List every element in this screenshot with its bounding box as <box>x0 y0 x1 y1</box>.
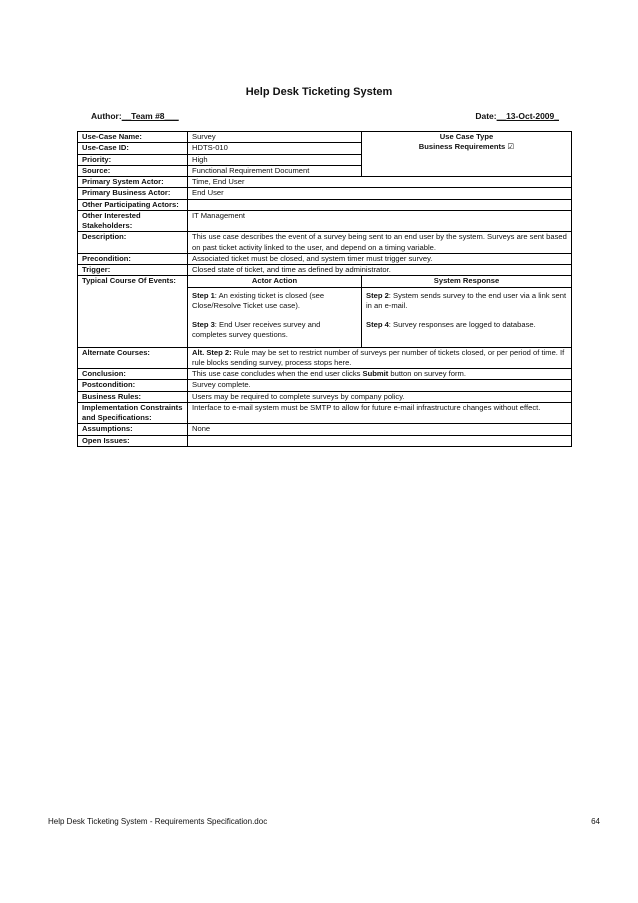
table-row <box>78 177 572 188</box>
table-row <box>78 132 572 143</box>
table-row <box>78 253 572 264</box>
table-row <box>78 369 572 380</box>
other-participating-value <box>188 199 572 210</box>
description-label: Description: <box>78 232 188 254</box>
use-case-id-value: HDTS-010 <box>188 143 362 154</box>
actor-action-steps <box>188 287 362 347</box>
other-participating-label: Other Participating Actors: <box>78 199 188 210</box>
author-value: __Team #8___ <box>121 111 179 121</box>
typical-course-label: Typical Course Of Events: <box>78 276 188 347</box>
step-4: Step 4: Survey responses are logged to database. <box>366 320 536 329</box>
description-value: This use case describes the event of a survey being sent to an end user by the system. Surveys are sent based on past ticket activity linked to the user, and depend on a timing variable. <box>188 232 572 254</box>
assumptions-value: None <box>188 424 572 435</box>
page-number: 64 <box>591 817 600 826</box>
table-row <box>78 188 572 199</box>
step-1: Step 1: An existing ticket is closed (see Close/Resolve Ticket use case). <box>192 290 325 310</box>
conclusion-label: Conclusion: <box>78 369 188 380</box>
postcondition-label: Postcondition: <box>78 380 188 391</box>
source-value: Functional Requirement Document <box>188 165 362 176</box>
author-label: Author: <box>91 111 122 121</box>
table-row <box>78 210 572 232</box>
conclusion-value: This use case concludes when the end user clicks Submit button on survey form. <box>188 369 572 380</box>
business-rules-value: Users may be required to complete surveys by company policy. <box>188 391 572 402</box>
priority-value: High <box>188 154 362 165</box>
open-issues-label: Open Issues: <box>78 435 188 446</box>
other-interested-label: Other Interested Stakeholders: <box>78 210 188 232</box>
primary-system-actor-label: Primary System Actor: <box>78 177 188 188</box>
table-row <box>78 199 572 210</box>
primary-business-actor-value: End User <box>188 188 572 199</box>
table-row <box>78 347 572 369</box>
postcondition-value: Survey complete. <box>188 380 572 391</box>
implementation-label: Implementation Constraints and Specifications: <box>78 402 188 424</box>
source-label: Source: <box>78 165 188 176</box>
table-row <box>78 424 572 435</box>
implementation-value: Interface to e-mail system must be SMTP to allow for future e-mail infrastructure changes without effect. <box>188 402 572 424</box>
step-3: Step 3: End User receives survey and completes survey questions. <box>192 320 321 340</box>
table-row <box>78 380 572 391</box>
use-case-type-title: Use Case Type <box>439 132 494 141</box>
table-row <box>78 402 572 424</box>
table-row <box>78 276 572 287</box>
table-row <box>78 265 572 276</box>
alternate-courses-value: Alt. Step 2: Rule may be set to restrict number of surveys per number of tickets closed, or per period of time. If rule blocks sending survey, process stops here. <box>188 347 572 369</box>
actor-action-header: Actor Action <box>188 276 362 287</box>
priority-label: Priority: <box>78 154 188 165</box>
open-issues-value <box>188 435 572 446</box>
document-title: Help Desk Ticketing System <box>245 86 393 98</box>
use-case-name-label: Use-Case Name: <box>78 132 188 143</box>
primary-system-actor-value: Time, End User <box>188 177 572 188</box>
page-footer: Help Desk Ticketing System - Requirements Specification.doc <box>48 817 268 826</box>
precondition-label: Precondition: <box>78 253 188 264</box>
trigger-label: Trigger: <box>78 265 188 276</box>
table-row <box>78 232 572 254</box>
date-value: __13-Oct-2009_ <box>496 111 559 121</box>
business-rules-label: Business Rules: <box>78 391 188 402</box>
primary-business-actor-label: Primary Business Actor: <box>78 188 188 199</box>
use-case-id-label: Use-Case ID: <box>78 143 188 154</box>
precondition-value: Associated ticket must be closed, and system timer must trigger survey. <box>188 253 572 264</box>
use-case-table <box>77 131 572 447</box>
table-row <box>78 391 572 402</box>
checkbox-checked-icon: ☑ <box>507 142 515 152</box>
system-response-steps <box>362 287 572 347</box>
step-2: Step 2: System sends survey to the end user via a link sent in an e-mail. <box>366 290 567 310</box>
assumptions-label: Assumptions: <box>78 424 188 435</box>
date-label: Date: <box>475 111 497 121</box>
use-case-type-box <box>362 132 572 177</box>
alternate-courses-label: Alternate Courses: <box>78 347 188 369</box>
use-case-type-value: Business Requirements ☑ <box>418 142 515 152</box>
system-response-header: System Response <box>362 276 572 287</box>
other-interested-value: IT Management <box>188 210 572 232</box>
date-field <box>475 111 559 121</box>
table-row <box>78 435 572 446</box>
author-field <box>91 111 179 121</box>
trigger-value: Closed state of ticket, and time as defined by administrator. <box>188 265 572 276</box>
use-case-name-value: Survey <box>188 132 362 143</box>
